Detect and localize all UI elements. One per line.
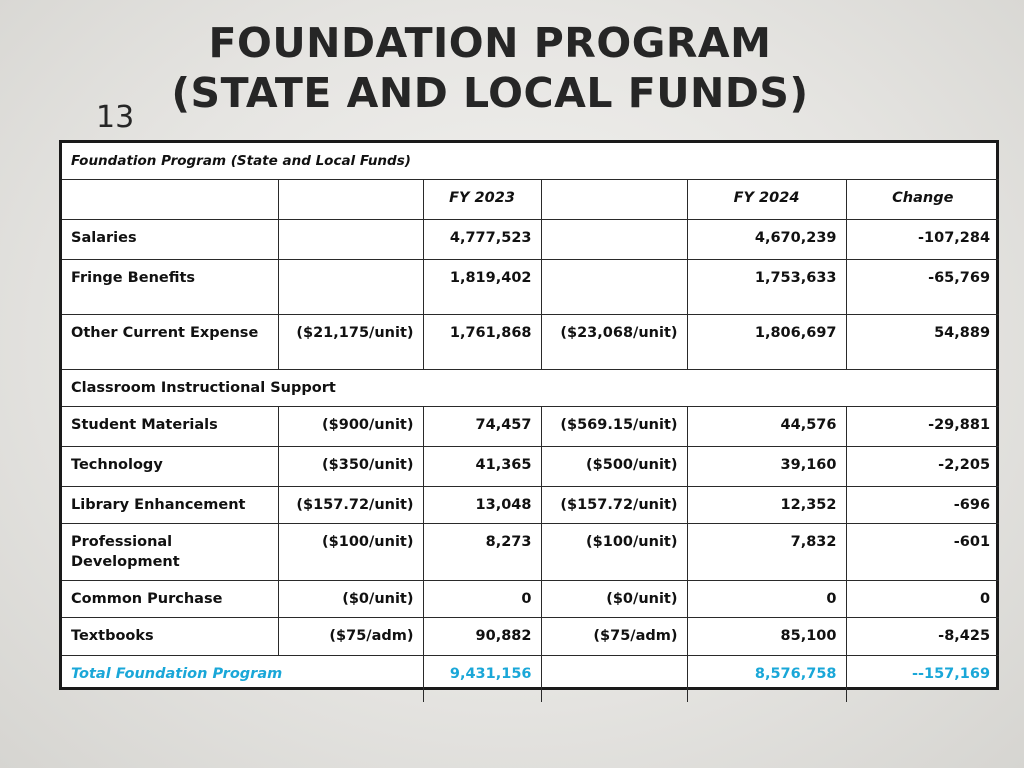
row-change: 0 — [846, 581, 999, 618]
slide-title — [140, 18, 840, 118]
table-row — [62, 524, 999, 581]
total-value-2024: 8,576,758 — [687, 656, 846, 702]
row-label: Professional Development — [62, 524, 278, 581]
total-row — [62, 656, 999, 702]
slide-number: 13 — [96, 100, 135, 135]
row-rate-2023: ($75/adm) — [278, 618, 423, 656]
row-value-2024: 39,160 — [687, 447, 846, 487]
row-rate-2024: ($157.72/unit) — [541, 487, 687, 524]
total-change: --157,169 — [846, 656, 999, 702]
total-label: Total Foundation Program — [62, 656, 423, 702]
section-label: Classroom Instructional Support — [62, 370, 999, 407]
header-cell-empty — [62, 180, 278, 220]
row-rate-2024: ($23,068/unit) — [541, 315, 687, 370]
slide-title-line-2: (STATE AND LOCAL FUNDS) — [171, 69, 809, 117]
table-row — [62, 315, 999, 370]
row-value-2023: 74,457 — [423, 407, 541, 447]
row-rate-2023: ($900/unit) — [278, 407, 423, 447]
table-row — [62, 260, 999, 315]
slide-title-line-1: FOUNDATION PROGRAM — [208, 19, 772, 67]
row-value-2023: 41,365 — [423, 447, 541, 487]
row-rate-2023: ($0/unit) — [278, 581, 423, 618]
table-row — [62, 618, 999, 656]
table-row — [62, 581, 999, 618]
row-label: Fringe Benefits — [62, 260, 278, 315]
row-rate-2023: ($350/unit) — [278, 447, 423, 487]
row-value-2023: 8,273 — [423, 524, 541, 581]
row-rate-2024 — [541, 260, 687, 315]
row-change: -107,284 — [846, 220, 999, 260]
table-row — [62, 220, 999, 260]
row-value-2024: 44,576 — [687, 407, 846, 447]
row-value-2024: 7,832 — [687, 524, 846, 581]
header-cell-empty — [541, 180, 687, 220]
row-rate-2024 — [541, 220, 687, 260]
row-value-2024: 85,100 — [687, 618, 846, 656]
row-change: -65,769 — [846, 260, 999, 315]
row-label: Other Current Expense — [62, 315, 278, 370]
table-row — [62, 447, 999, 487]
row-value-2024: 4,670,239 — [687, 220, 846, 260]
row-rate-2024: ($75/adm) — [541, 618, 687, 656]
row-rate-2023 — [278, 220, 423, 260]
header-fy2023: FY 2023 — [423, 180, 541, 220]
foundation-program-table — [59, 140, 999, 690]
row-value-2024: 12,352 — [687, 487, 846, 524]
table-header-row — [62, 180, 999, 220]
row-change: -601 — [846, 524, 999, 581]
row-rate-2024: ($0/unit) — [541, 581, 687, 618]
row-rate-2023: ($157.72/unit) — [278, 487, 423, 524]
row-value-2024: 1,753,633 — [687, 260, 846, 315]
row-label: Library Enhancement — [62, 487, 278, 524]
header-fy2024: FY 2024 — [687, 180, 846, 220]
row-rate-2023 — [278, 260, 423, 315]
row-change: -8,425 — [846, 618, 999, 656]
row-change: 54,889 — [846, 315, 999, 370]
table-caption: Foundation Program (State and Local Funds) — [62, 143, 999, 180]
header-change: Change — [846, 180, 999, 220]
row-label: Common Purchase — [62, 581, 278, 618]
row-value-2023: 90,882 — [423, 618, 541, 656]
row-value-2023: 4,777,523 — [423, 220, 541, 260]
row-rate-2024: ($100/unit) — [541, 524, 687, 581]
table-caption-row — [62, 143, 999, 180]
row-rate-2023: ($100/unit) — [278, 524, 423, 581]
row-value-2024: 0 — [687, 581, 846, 618]
row-value-2023: 1,761,868 — [423, 315, 541, 370]
row-value-2023: 1,819,402 — [423, 260, 541, 315]
row-label: Technology — [62, 447, 278, 487]
row-label: Student Materials — [62, 407, 278, 447]
table-row — [62, 407, 999, 447]
row-change: -696 — [846, 487, 999, 524]
row-rate-2024: ($500/unit) — [541, 447, 687, 487]
row-change: -2,205 — [846, 447, 999, 487]
table-row — [62, 487, 999, 524]
row-rate-2024: ($569.15/unit) — [541, 407, 687, 447]
row-value-2023: 13,048 — [423, 487, 541, 524]
row-value-2023: 0 — [423, 581, 541, 618]
section-row — [62, 370, 999, 407]
header-cell-empty — [278, 180, 423, 220]
row-change: -29,881 — [846, 407, 999, 447]
row-label: Salaries — [62, 220, 278, 260]
row-label: Textbooks — [62, 618, 278, 656]
row-rate-2023: ($21,175/unit) — [278, 315, 423, 370]
total-empty-cell — [541, 656, 687, 702]
total-value-2023: 9,431,156 — [423, 656, 541, 702]
row-value-2024: 1,806,697 — [687, 315, 846, 370]
